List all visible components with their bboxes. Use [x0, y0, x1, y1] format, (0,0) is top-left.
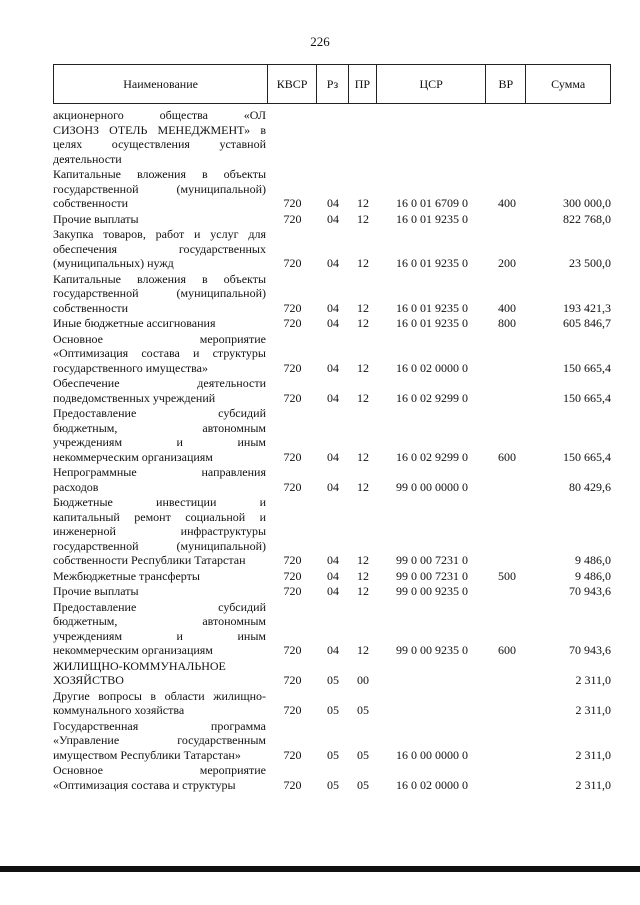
header-kvsr: КВСР	[268, 65, 317, 103]
row-name-line: обеспечения государственных	[53, 241, 266, 256]
row-name-line: подведомственных учреждений	[53, 390, 216, 405]
row-csr: 16 0 02 0000 0	[396, 777, 468, 792]
row-pr: 12	[357, 449, 369, 464]
row-kvsr: 720	[283, 390, 302, 405]
row-sum: 150 665,4	[563, 360, 611, 375]
row-sum: 70 943,6	[569, 584, 611, 598]
row-name-line: Межбюджетные трансферты	[53, 568, 200, 583]
row-sum: 70 943,6	[569, 643, 611, 657]
row-name-line: Прочие выплаты	[53, 584, 139, 598]
row-csr: 99 0 00 7231 0	[396, 568, 468, 583]
row-name-line: Бюджетные инвестиции и	[53, 495, 266, 509]
row-kvsr: 720	[283, 747, 302, 762]
row-name-line: Обеспечение деятельности	[53, 376, 266, 390]
row-name-line: Капитальные вложения в объекты	[53, 271, 266, 286]
row-name	[53, 659, 268, 688]
row-pr: 00	[357, 673, 369, 687]
row-pr: 12	[357, 360, 369, 375]
row-name-line: Капитальные вложения в объекты	[53, 167, 266, 181]
row-name-line: государственной (муниципальной)	[53, 538, 266, 553]
row-rz: 04	[327, 300, 339, 315]
row-kvsr: 720	[283, 703, 302, 717]
row-pr: 05	[357, 747, 369, 762]
row-name-line: Другие вопросы в области жилищно-	[53, 688, 266, 703]
row-sum: 23 500,0	[569, 256, 611, 270]
row-kvsr: 720	[283, 673, 302, 687]
row-sum: 2 311,0	[575, 777, 611, 792]
row-name	[53, 495, 268, 568]
row-pr: 12	[357, 300, 369, 315]
row-pr: 12	[357, 568, 369, 583]
row-kvsr: 720	[283, 568, 302, 583]
header-vr: ВР	[486, 65, 526, 103]
row-vr: 200	[498, 256, 516, 270]
header-pr: ПР	[349, 65, 377, 103]
row-rz: 04	[327, 360, 339, 375]
row-rz: 04	[327, 449, 339, 464]
table-row	[53, 332, 611, 376]
row-rz: 04	[327, 211, 339, 226]
row-pr: 12	[357, 643, 369, 657]
row-pr: 12	[357, 211, 369, 226]
row-name	[53, 227, 268, 271]
row-kvsr: 720	[283, 300, 302, 315]
table-row	[53, 569, 611, 584]
row-name-line: акционерного общества «ОЛ	[53, 108, 266, 122]
row-csr: 16 0 01 9235 0	[396, 256, 468, 270]
row-kvsr: 720	[283, 643, 302, 657]
row-name-line: Прочие выплаты	[53, 211, 139, 226]
row-pr: 12	[357, 479, 369, 494]
row-vr: 800	[498, 316, 516, 330]
table-row	[53, 376, 611, 405]
row-csr: 16 0 01 9235 0	[396, 316, 468, 330]
row-name-line: СИЗОНЗ ОТЕЛЬ МЕНЕДЖМЕНТ» в	[53, 122, 266, 137]
row-name	[53, 763, 268, 792]
row-csr: 99 0 00 9235 0	[396, 643, 468, 657]
row-kvsr: 720	[283, 553, 302, 567]
row-kvsr: 720	[283, 360, 302, 375]
row-name-line: государственного имущества»	[53, 360, 209, 375]
row-pr: 12	[357, 390, 369, 405]
row-vr: 600	[498, 449, 516, 464]
row-rz: 04	[327, 568, 339, 583]
row-csr: 16 0 01 9235 0	[396, 211, 468, 226]
row-vr: 400	[498, 300, 516, 315]
row-rz: 04	[327, 196, 339, 210]
row-name	[53, 167, 268, 211]
row-rz: 04	[327, 256, 339, 270]
row-pr: 12	[357, 196, 369, 210]
page-number: 226	[310, 34, 330, 49]
row-kvsr: 720	[283, 211, 302, 226]
table-row	[53, 167, 611, 211]
row-kvsr: 720	[283, 479, 302, 494]
row-name-line: государственной (муниципальной)	[53, 286, 266, 300]
row-rz: 04	[327, 553, 339, 567]
row-rz: 04	[327, 390, 339, 405]
table-row	[53, 316, 611, 331]
row-vr: 500	[498, 568, 516, 583]
row-name-line: капитальный ремонт социальной и	[53, 509, 266, 524]
row-name-line: «Управление государственным	[53, 733, 266, 747]
row-name	[53, 406, 268, 464]
row-name-line: собственности	[53, 196, 129, 210]
row-rz: 04	[327, 479, 339, 494]
row-name-line: учреждениям и иным	[53, 628, 266, 643]
row-name	[53, 465, 268, 494]
row-name	[53, 719, 268, 763]
row-kvsr: 720	[283, 196, 302, 210]
row-name-line: государственной (муниципальной)	[53, 181, 266, 196]
row-name	[53, 272, 268, 316]
row-pr: 12	[357, 256, 369, 270]
row-sum: 605 846,7	[563, 316, 611, 330]
row-name-line: бюджетным, автономным	[53, 614, 266, 628]
table-row	[53, 108, 611, 166]
table-row	[53, 272, 611, 316]
row-name	[53, 600, 268, 658]
row-name	[53, 376, 268, 405]
table-row	[53, 719, 611, 763]
row-name-line: Иные бюджетные ассигнования	[53, 316, 216, 330]
row-csr: 16 0 01 6709 0	[396, 196, 468, 210]
row-csr: 99 0 00 7231 0	[396, 553, 468, 567]
row-name-line: бюджетным, автономным	[53, 420, 266, 435]
row-pr: 05	[357, 777, 369, 792]
row-csr: 16 0 02 9299 0	[396, 449, 468, 464]
table-row	[53, 212, 611, 227]
row-name-line: Закупка товаров, работ и услуг для	[53, 227, 266, 241]
row-name-line: Государственная программа	[53, 718, 266, 733]
row-rz: 04	[327, 316, 339, 330]
row-csr: 16 0 02 9299 0	[396, 390, 468, 405]
row-name	[53, 584, 268, 599]
row-vr: 400	[498, 196, 516, 210]
header-csr: ЦСР	[377, 65, 487, 103]
row-name-line: Основное мероприятие	[53, 763, 266, 777]
row-sum: 150 665,4	[563, 449, 611, 464]
row-name-line: деятельности	[53, 151, 122, 166]
row-sum: 9 486,0	[575, 553, 611, 567]
table-row	[53, 584, 611, 599]
row-rz: 04	[327, 643, 339, 657]
row-sum: 2 311,0	[575, 747, 611, 762]
row-sum: 300 000,0	[563, 196, 611, 210]
row-rz: 04	[327, 584, 339, 598]
row-csr: 99 0 00 9235 0	[396, 584, 468, 598]
row-name	[53, 108, 268, 166]
row-name	[53, 569, 268, 584]
row-rz: 05	[327, 703, 339, 717]
table-row	[53, 689, 611, 718]
row-name	[53, 316, 268, 331]
table-row	[53, 227, 611, 271]
table-row	[53, 659, 611, 688]
row-sum: 2 311,0	[575, 673, 611, 687]
row-csr: 16 0 01 9235 0	[396, 300, 468, 315]
row-name-line: Основное мероприятие	[53, 331, 266, 346]
scan-bottom-edge	[0, 866, 640, 872]
row-name-line: собственности Республики Татарстан	[53, 553, 246, 567]
row-pr: 12	[357, 553, 369, 567]
budget-table	[53, 108, 611, 793]
row-name-line: Непрограммные направления	[53, 465, 266, 479]
row-sum: 193 421,3	[563, 300, 611, 315]
row-sum: 2 311,0	[575, 703, 611, 717]
header-rz: Рз	[317, 65, 349, 103]
row-name-line: «Оптимизация состава и структуры	[53, 777, 236, 792]
row-rz: 05	[327, 673, 339, 687]
row-name-line: (муниципальных) нужд	[53, 256, 174, 270]
row-sum: 822 768,0	[563, 211, 611, 226]
row-kvsr: 720	[283, 256, 302, 270]
row-sum: 150 665,4	[563, 390, 611, 405]
table-row	[53, 465, 611, 494]
row-name	[53, 689, 268, 718]
row-name-line: собственности	[53, 300, 129, 315]
row-name-line: учреждениям и иным	[53, 435, 266, 449]
row-name-line: Предоставление субсидий	[53, 406, 266, 420]
row-rz: 05	[327, 777, 339, 792]
row-pr: 12	[357, 316, 369, 330]
row-name	[53, 212, 268, 227]
table-row	[53, 600, 611, 658]
row-name-line: Предоставление субсидий	[53, 599, 266, 614]
row-name-line: ХОЗЯЙСТВО	[53, 673, 124, 687]
table-row	[53, 495, 611, 568]
row-rz: 05	[327, 747, 339, 762]
row-csr: 99 0 00 0000 0	[396, 479, 468, 494]
header-sum: Сумма	[551, 76, 586, 91]
row-csr: 16 0 02 0000 0	[396, 360, 468, 375]
row-name-line: некоммерческим организациям	[53, 643, 213, 657]
row-kvsr: 720	[283, 316, 302, 330]
row-kvsr: 720	[283, 777, 302, 792]
row-vr: 600	[498, 643, 516, 657]
row-name-line: коммунального хозяйства	[53, 703, 185, 717]
row-sum: 9 486,0	[575, 568, 611, 583]
row-name-line: имуществом Республики Татарстан»	[53, 747, 241, 762]
row-kvsr: 720	[283, 584, 302, 598]
table-row	[53, 763, 611, 792]
row-name-line: некоммерческим организациям	[53, 449, 213, 464]
row-csr: 16 0 00 0000 0	[396, 747, 468, 762]
table-row	[53, 406, 611, 464]
row-name	[53, 332, 268, 376]
row-name-line: ЖИЛИЩНО-КОММУНАЛЬНОЕ	[53, 658, 226, 673]
table-header	[53, 64, 611, 104]
row-name-line: инженерной инфраструктуры	[53, 524, 266, 538]
row-name-line: целях осуществления уставной	[53, 137, 266, 151]
row-name-line: расходов	[53, 479, 99, 494]
row-name-line: «Оптимизация состава и структуры	[53, 346, 266, 360]
header-name: Наименование	[54, 65, 268, 103]
row-pr: 05	[357, 703, 369, 717]
row-pr: 12	[357, 584, 369, 598]
row-kvsr: 720	[283, 449, 302, 464]
row-sum: 80 429,6	[569, 479, 611, 494]
